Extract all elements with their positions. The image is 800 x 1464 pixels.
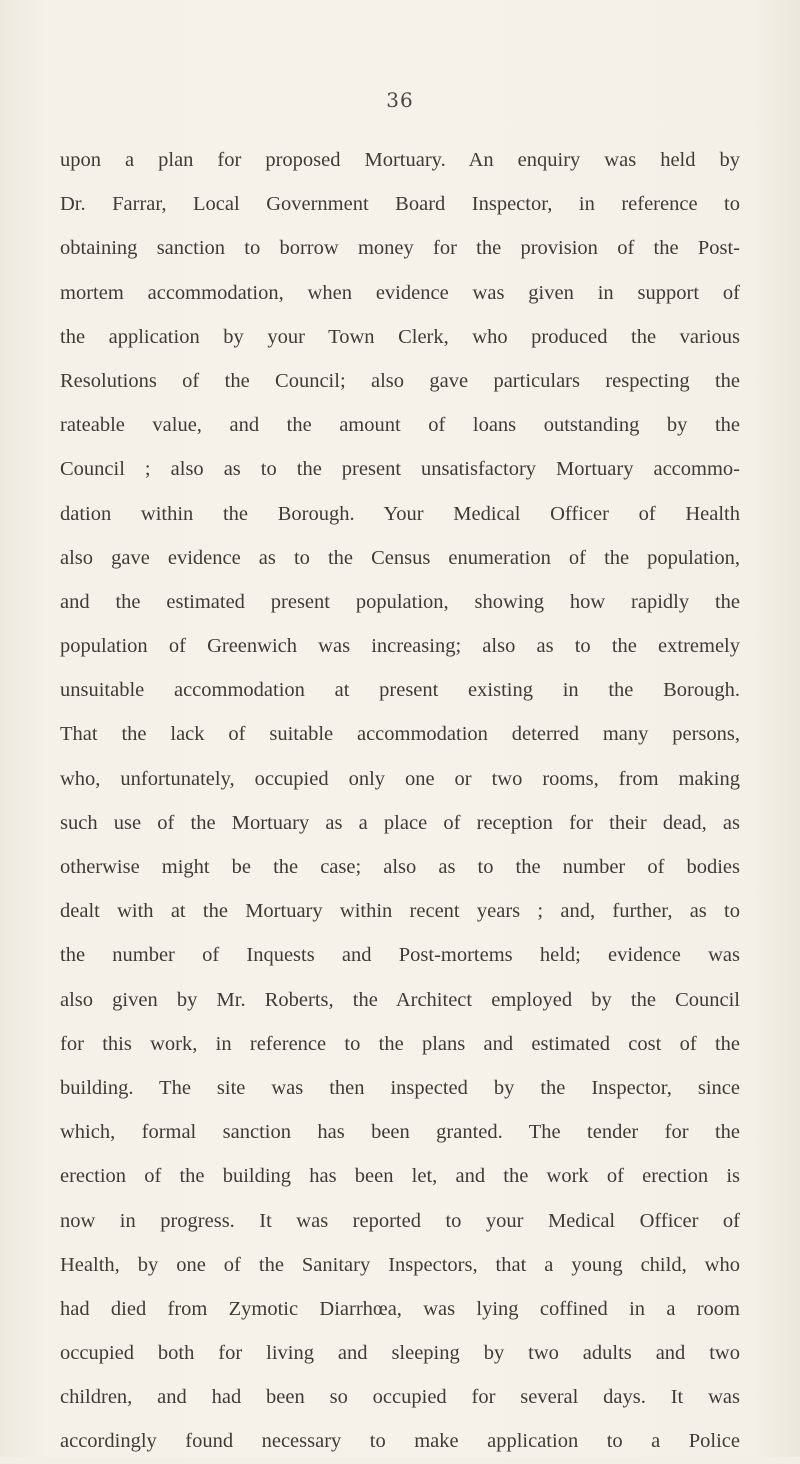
text-line: children, and had been so occupied for several days. It was	[60, 1386, 740, 1409]
text-line: the number of Inquests and Post-mortems held; evidence was	[60, 944, 740, 967]
text-line: population of Greenwich was increasing; also as to the extremely	[60, 635, 740, 658]
text-line: erection of the building has been let, and the work of erection is	[60, 1165, 740, 1188]
text-line: otherwise might be the case; also as to the number of bodies	[60, 856, 740, 878]
text-line: building. The site was then inspected by the Inspector, since	[60, 1076, 740, 1099]
text-line: Council ; also as to the present unsatisfactory Mortuary accommo-	[60, 458, 740, 481]
text-line: That the lack of suitable accommodation deterred many persons,	[60, 723, 740, 746]
text-line: mortem accommodation, when evidence was given in support of	[60, 281, 740, 304]
page-number: 36	[386, 88, 414, 112]
text-line: such use of the Mortuary as a place of reception for their dead, as	[60, 811, 740, 834]
text-line: who, unfortunately, occupied only one or two rooms, from making	[60, 767, 740, 790]
text-line: dation within the Borough. Your Medical Officer of Health	[60, 502, 740, 525]
text-line: and the estimated present population, showing how rapidly the	[60, 590, 740, 613]
text-line: unsuitable accommodation at present existing in the Borough.	[60, 679, 740, 702]
text-line: upon a plan for proposed Mortuary. An enquiry was held by	[60, 149, 740, 171]
text-line: obtaining sanction to borrow money for the provision of the Post-	[60, 237, 740, 260]
text-line: also given by Mr. Roberts, the Architect employed by the Council	[60, 988, 740, 1011]
text-line: rateable value, and the amount of loans outstanding by the	[60, 414, 740, 437]
text-line: now in progress. It was reported to your Medical Officer of	[60, 1209, 740, 1232]
text-line: accordingly found necessary to make application to a Police	[60, 1430, 740, 1453]
text-line: the application by your Town Clerk, who produced the various	[60, 325, 740, 348]
text-line: which, formal sanction has been granted. The tender for the	[60, 1121, 740, 1144]
text-line: for this work, in reference to the plans and estimated cost of the	[60, 1032, 740, 1055]
text-line: Health, by one of the Sanitary Inspectors, that a young child, who	[60, 1253, 740, 1276]
text-line: had died from Zymotic Diarrhœa, was lying coffined in a room	[60, 1297, 740, 1320]
text-line: dealt with at the Mortuary within recent years ; and, further, as to	[60, 900, 740, 923]
body-paragraph	[60, 138, 740, 1464]
text-line: Dr. Farrar, Local Government Board Inspector, in reference to	[60, 193, 740, 216]
text-line: also gave evidence as to the Census enumeration of the population,	[60, 546, 740, 569]
text-line: Resolutions of the Council; also gave particulars respecting the	[60, 369, 740, 392]
text-line: occupied both for living and sleeping by two adults and two	[60, 1342, 740, 1365]
